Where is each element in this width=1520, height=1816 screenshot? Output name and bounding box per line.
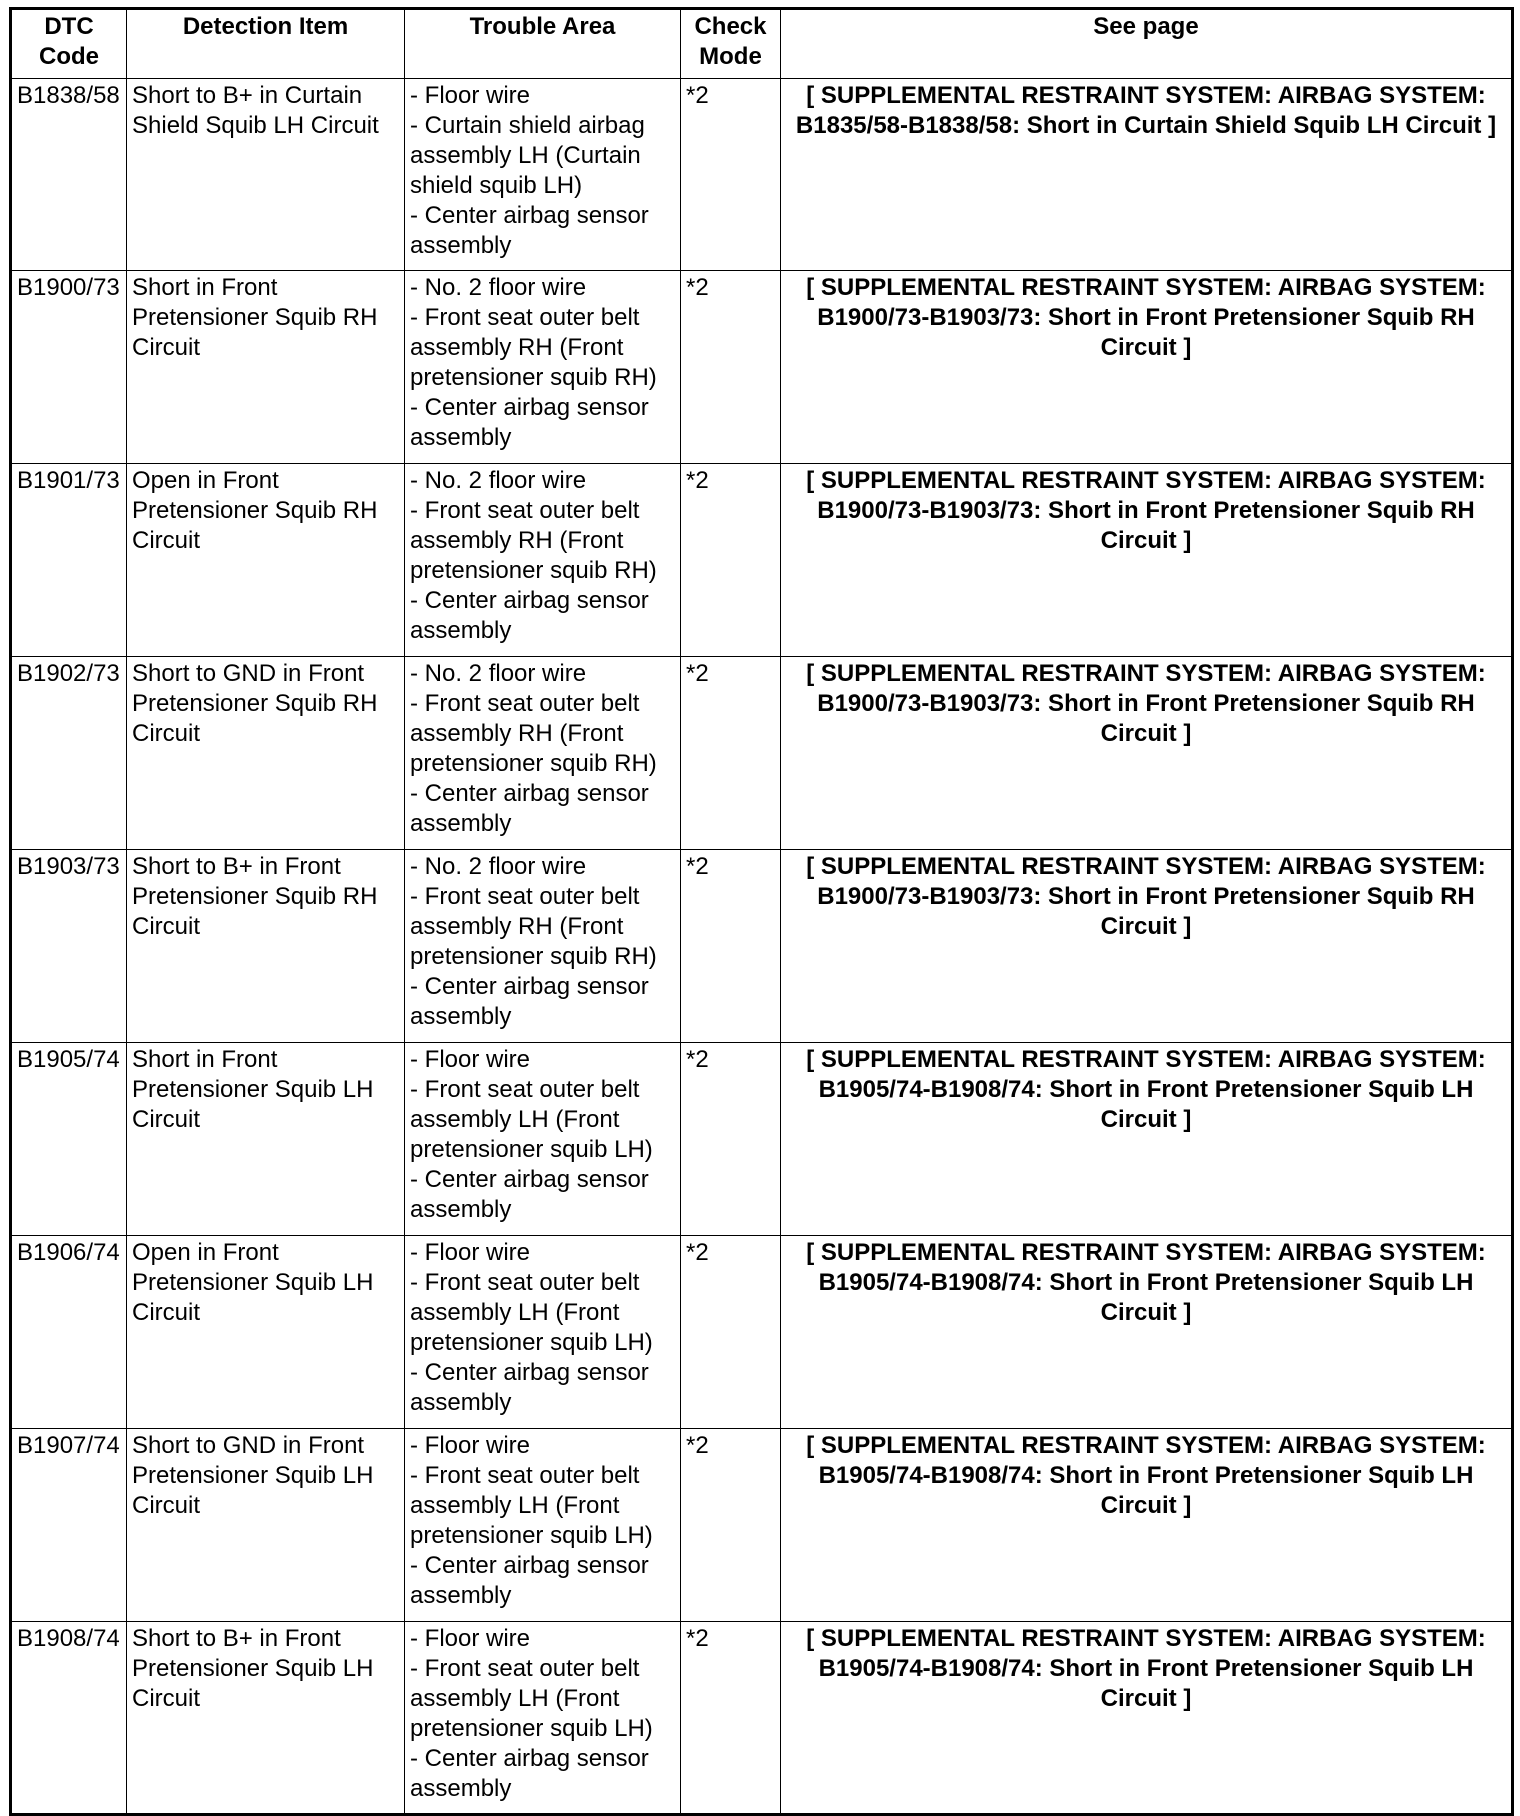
see-page-link[interactable]: [ SUPPLEMENTAL RESTRAINT SYSTEM: AIRBAG SYSTEM: B1900/73-B1903/73: Short in Front Pretensioner Squib RH Circuit ]: [781, 657, 1513, 850]
table-row: [11, 1429, 1513, 1622]
table-row: [11, 1236, 1513, 1429]
trouble-area-line: - Floor wire: [410, 1625, 531, 1652]
see-page-link[interactable]: [ SUPPLEMENTAL RESTRAINT SYSTEM: AIRBAG SYSTEM: B1835/58-B1838/58: Short in Curtain Shield Squib LH Circuit ]: [781, 79, 1513, 271]
see-page-link[interactable]: [ SUPPLEMENTAL RESTRAINT SYSTEM: AIRBAG SYSTEM: B1905/74-B1908/74: Short in Front Pretensioner Squib LH Circuit ]: [781, 1429, 1513, 1622]
header-row: [11, 9, 1513, 79]
trouble-area-line: - No. 2 floor wire: [410, 660, 587, 687]
check-mode-cell: *2: [681, 657, 781, 850]
table-body: [11, 79, 1513, 1815]
table-row: [11, 464, 1513, 657]
trouble-area-cell: [405, 464, 681, 657]
table-row: [11, 1622, 1513, 1815]
see-page-link[interactable]: [ SUPPLEMENTAL RESTRAINT SYSTEM: AIRBAG SYSTEM: B1900/73-B1903/73: Short in Front Pretensioner Squib RH Circuit ]: [781, 271, 1513, 464]
check-mode-cell: *2: [681, 1043, 781, 1236]
dtc-code-cell: B1908/74: [11, 1622, 127, 1815]
table-row: [11, 1043, 1513, 1236]
table-row: [11, 79, 1513, 271]
trouble-area-cell: [405, 657, 681, 850]
detection-item-cell: Open in Front Pretensioner Squib LH Circuit: [127, 1236, 405, 1429]
trouble-area-line: - Front seat outer belt assembly LH (Front pretensioner squib LH): [410, 1462, 653, 1549]
trouble-area-cell: [405, 1622, 681, 1815]
trouble-area-line: - Floor wire: [410, 1239, 531, 1266]
dtc-code-cell: B1838/58: [11, 79, 127, 271]
trouble-area-line: - Center airbag sensor assembly: [410, 587, 649, 644]
header-trouble-area: Trouble Area: [405, 9, 681, 79]
trouble-area-line: - Front seat outer belt assembly LH (Front pretensioner squib LH): [410, 1655, 653, 1742]
check-mode-cell: *2: [681, 1622, 781, 1815]
dtc-code-cell: B1906/74: [11, 1236, 127, 1429]
detection-item-cell: Open in Front Pretensioner Squib RH Circuit: [127, 464, 405, 657]
trouble-area-line: - Center airbag sensor assembly: [410, 202, 649, 259]
trouble-area-line: - Center airbag sensor assembly: [410, 780, 649, 837]
table-row: [11, 850, 1513, 1043]
trouble-area-cell: [405, 79, 681, 271]
trouble-area-line: - Front seat outer belt assembly RH (Front pretensioner squib RH): [410, 690, 657, 777]
dtc-code-cell: B1905/74: [11, 1043, 127, 1236]
see-page-link[interactable]: [ SUPPLEMENTAL RESTRAINT SYSTEM: AIRBAG SYSTEM: B1900/73-B1903/73: Short in Front Pretensioner Squib RH Circuit ]: [781, 464, 1513, 657]
detection-item-cell: Short in Front Pretensioner Squib LH Circuit: [127, 1043, 405, 1236]
dtc-table: [9, 7, 1514, 1816]
detection-item-cell: Short to B+ in Front Pretensioner Squib LH Circuit: [127, 1622, 405, 1815]
trouble-area-line: - Center airbag sensor assembly: [410, 1745, 649, 1802]
trouble-area-line: - Front seat outer belt assembly RH (Front pretensioner squib RH): [410, 304, 657, 391]
trouble-area-line: - Floor wire: [410, 82, 531, 109]
trouble-area-cell: [405, 1043, 681, 1236]
trouble-area-line: - No. 2 floor wire: [410, 274, 587, 301]
trouble-area-line: - Floor wire: [410, 1432, 531, 1459]
trouble-area-line: - Center airbag sensor assembly: [410, 394, 649, 451]
header-detection-item: Detection Item: [127, 9, 405, 79]
trouble-area-line: - Center airbag sensor assembly: [410, 973, 649, 1030]
dtc-code-cell: B1907/74: [11, 1429, 127, 1622]
check-mode-cell: *2: [681, 464, 781, 657]
detection-item-cell: Short to B+ in Front Pretensioner Squib RH Circuit: [127, 850, 405, 1043]
see-page-link[interactable]: [ SUPPLEMENTAL RESTRAINT SYSTEM: AIRBAG SYSTEM: B1905/74-B1908/74: Short in Front Pretensioner Squib LH Circuit ]: [781, 1043, 1513, 1236]
trouble-area-line: - Floor wire: [410, 1046, 531, 1073]
see-page-link[interactable]: [ SUPPLEMENTAL RESTRAINT SYSTEM: AIRBAG SYSTEM: B1900/73-B1903/73: Short in Front Pretensioner Squib RH Circuit ]: [781, 850, 1513, 1043]
trouble-area-line: - Front seat outer belt assembly RH (Front pretensioner squib RH): [410, 497, 657, 584]
dtc-code-cell: B1900/73: [11, 271, 127, 464]
trouble-area-line: - Center airbag sensor assembly: [410, 1359, 649, 1416]
trouble-area-cell: [405, 1429, 681, 1622]
trouble-area-line: - Front seat outer belt assembly LH (Front pretensioner squib LH): [410, 1076, 653, 1163]
dtc-code-cell: B1903/73: [11, 850, 127, 1043]
dtc-code-cell: B1901/73: [11, 464, 127, 657]
detection-item-cell: Short in Front Pretensioner Squib RH Circuit: [127, 271, 405, 464]
trouble-area-line: - Front seat outer belt assembly LH (Front pretensioner squib LH): [410, 1269, 653, 1356]
detection-item-cell: Short to B+ in Curtain Shield Squib LH Circuit: [127, 79, 405, 271]
table-header: [11, 9, 1513, 79]
trouble-area-line: - No. 2 floor wire: [410, 853, 587, 880]
trouble-area-cell: [405, 850, 681, 1043]
trouble-area-line: - Curtain shield airbag assembly LH (Curtain shield squib LH): [410, 112, 645, 199]
trouble-area-cell: [405, 1236, 681, 1429]
header-see-page: See page: [781, 9, 1513, 79]
trouble-area-line: - Center airbag sensor assembly: [410, 1552, 649, 1609]
dtc-code-cell: B1902/73: [11, 657, 127, 850]
detection-item-cell: Short to GND in Front Pretensioner Squib RH Circuit: [127, 657, 405, 850]
header-check-mode: Check Mode: [681, 9, 781, 79]
trouble-area-line: - Front seat outer belt assembly RH (Front pretensioner squib RH): [410, 883, 657, 970]
header-dtc-code: DTC Code: [11, 9, 127, 79]
check-mode-cell: *2: [681, 1429, 781, 1622]
check-mode-cell: *2: [681, 1236, 781, 1429]
check-mode-cell: *2: [681, 850, 781, 1043]
trouble-area-cell: [405, 271, 681, 464]
check-mode-cell: *2: [681, 271, 781, 464]
trouble-area-line: - Center airbag sensor assembly: [410, 1166, 649, 1223]
check-mode-cell: *2: [681, 79, 781, 271]
table-row: [11, 271, 1513, 464]
detection-item-cell: Short to GND in Front Pretensioner Squib LH Circuit: [127, 1429, 405, 1622]
see-page-link[interactable]: [ SUPPLEMENTAL RESTRAINT SYSTEM: AIRBAG SYSTEM: B1905/74-B1908/74: Short in Front Pretensioner Squib LH Circuit ]: [781, 1236, 1513, 1429]
trouble-area-line: - No. 2 floor wire: [410, 467, 587, 494]
see-page-link[interactable]: [ SUPPLEMENTAL RESTRAINT SYSTEM: AIRBAG SYSTEM: B1905/74-B1908/74: Short in Front Pretensioner Squib LH Circuit ]: [781, 1622, 1513, 1815]
table-row: [11, 657, 1513, 850]
